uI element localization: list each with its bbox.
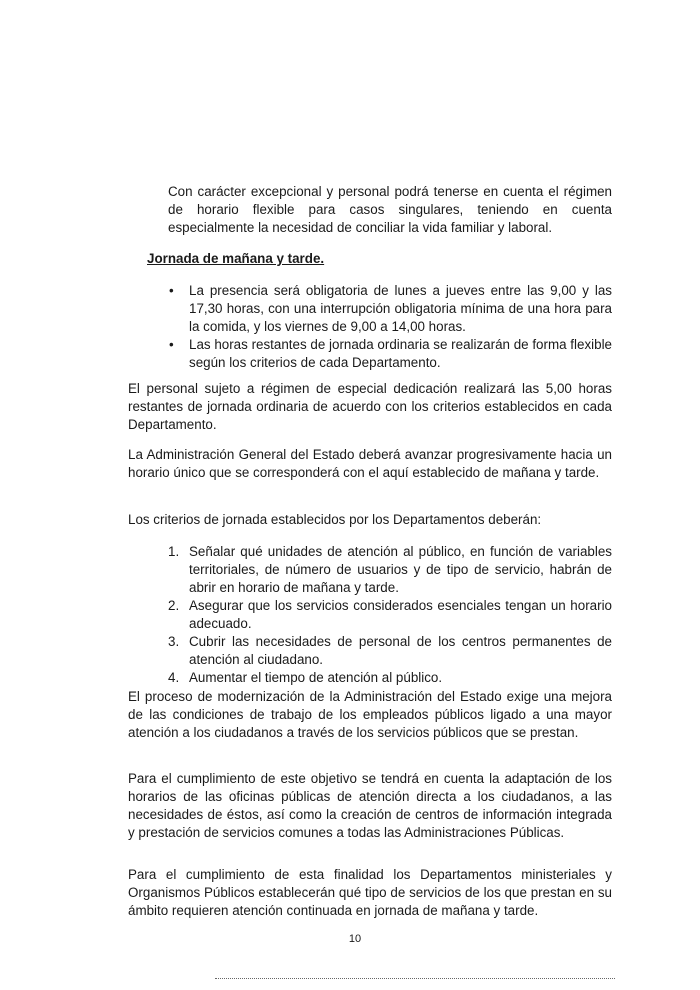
paragraph-administracion: La Administración General del Estado deberá avanzar progresivamente hacia un horario único que se corresponderá con el aquí establecido de mañana y tarde. bbox=[128, 447, 612, 480]
item-text: Asegurar que los servicios considerados esenciales tengan un horario adecuado. bbox=[189, 598, 612, 631]
bullet-item: • Las horas restantes de jornada ordinaria se realizarán de forma flexible según los criterios de cada Departamento. bbox=[168, 336, 612, 372]
numbered-list bbox=[168, 543, 612, 687]
item-text: Aumentar el tiempo de atención al público. bbox=[189, 670, 443, 685]
numbered-item bbox=[168, 543, 612, 597]
paragraph-criterios: Los criterios de jornada establecidos por los Departamentos deberán: bbox=[128, 512, 542, 527]
footer-divider bbox=[215, 978, 615, 979]
paragraph-objetivo: Para el cumplimiento de este objetivo se tendrá en cuenta la adaptación de los horarios de las oficinas públicas de atención directa a los ciudadanos, a las necesidades de éstos, así como la creación de centros de información integrada y prestación de servicios comunes a todas las Administraciones Públicas. bbox=[128, 771, 612, 840]
numbered-item bbox=[168, 669, 612, 687]
numbered-item bbox=[168, 597, 612, 633]
item-number: 3. bbox=[168, 634, 180, 649]
item-number: 4. bbox=[168, 670, 180, 685]
paragraph-dedicacion: El personal sujeto a régimen de especial dedicación realizará las 5,00 horas restantes de jornada ordinaria de acuerdo con los criterios establecidos en cada Departamento. bbox=[128, 381, 612, 432]
paragraph-modernizacion: El proceso de modernización de la Administración del Estado exige una mejora de las condiciones de trabajo de los empleados públicos ligado a una mayor atención a los ciudadanos a través de los servicios públicos que se prestan. bbox=[128, 689, 612, 740]
item-text: Señalar qué unidades de atención al público, en función de variables territoriales, de número de usuarios y de tipo de servicio, habrán de abrir en horario de mañana y tarde. bbox=[189, 544, 612, 595]
item-text: Cubrir las necesidades de personal de los centros permanentes de atención al ciudadano. bbox=[189, 634, 612, 667]
item-number: 2. bbox=[168, 598, 180, 613]
bullet-item: • La presencia será obligatoria de lunes a jueves entre las 9,00 y las 17,30 horas, con una interrupción obligatoria mínima de una hora para la comida, y los viernes de 9,00 a 14,00 horas. bbox=[168, 282, 612, 336]
item-number: 1. bbox=[168, 544, 180, 559]
section-heading: Jornada de mañana y tarde. bbox=[147, 251, 325, 266]
page-number: 10 bbox=[348, 933, 362, 945]
intro-paragraph: Con carácter excepcional y personal podrá tenerse en cuenta el régimen de horario flexible para casos singulares, teniendo en cuenta especialmente la necesidad de conciliar la vida familiar y laboral. bbox=[168, 184, 612, 235]
numbered-item bbox=[168, 633, 612, 669]
bullet-list bbox=[168, 282, 612, 372]
paragraph-finalidad: Para el cumplimiento de esta finalidad los Departamentos ministeriales y Organismos Públicos establecerán qué tipo de servicios de los que prestan en su ámbito requieren atención continuada en jornada de mañana y tarde. bbox=[128, 867, 612, 918]
